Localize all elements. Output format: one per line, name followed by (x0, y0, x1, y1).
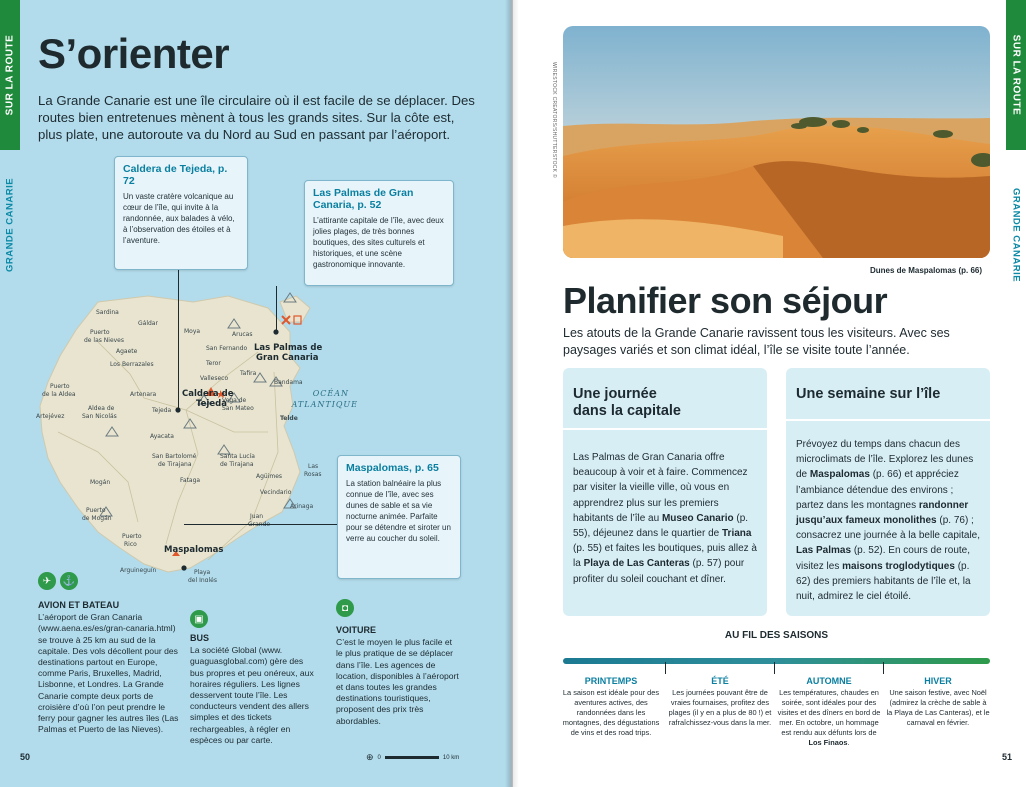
map-label: San Fernando (206, 345, 248, 352)
photo-caption: Dunes de Maspalomas (p. 66) (869, 266, 982, 275)
map-label: Vega de (222, 397, 247, 404)
map-label: Tafira (240, 370, 257, 377)
map-label: Arinaga (290, 503, 314, 510)
page-title: Planifier son séjour (563, 280, 888, 321)
map-label: Rico (124, 541, 137, 548)
map-label: Valleseco (200, 375, 229, 382)
box-text: Prévoyez du temps dans chacun des microclimats de l’île. Explorez les dunes de Maspalomas (p. 66) et appréciez l’ambiance détendue des environs ; partez dans les montagnes randonner jusqu’aux fameux monolithes (p. 76) ; consacrez une journée à la belle capitale, Las Palmas (p. 52). En cours de route, visitez les maisons troglodytiques (p. 62) des premiers habitants de l’île et, la nuit, admirez le ciel étoilé. (796, 439, 981, 603)
season-spring: PRINTEMPS La saison est idéale pour des aventures actives, des randonnées dans les montagnes, des dégustations de vins et des road trips. (559, 676, 663, 738)
map-label: Rosas (304, 471, 322, 478)
map-label: Gáldar (138, 320, 158, 327)
callout-caldera-tejeda: Caldera de Tejeda, p. 72 Un vaste cratère volcanique au cœur de l’île, qui invite à la randonnée, aux balades à vélo, à l’observation des étoiles et à l’aventure. (114, 156, 248, 270)
map-label: Agaete (116, 348, 138, 355)
map-label: de Tirajana (158, 461, 192, 468)
transport-icons (190, 610, 208, 628)
map-label: Las (308, 463, 319, 470)
right-page (513, 0, 1026, 787)
map-label: Sardina (96, 309, 119, 316)
season-autumn: AUTOMNE Les températures, chaudes en soirée, sont idéales pour des visites et des dîners en bord de mer. En octobre, un hommage est rendu aux défunts lors de Los Finaos. (777, 676, 881, 748)
transport-plane-boat: AVION ET BATEAU L’aéroport de Gran Canaria (www.aena.es/es/gran-canaria.html) se trouve à 25 km au sud de la capitale. Des vols décollent pour des destinations partout en Europe, comme Paris, Bruxelles, Madrid, Lisbonne, et Londres. La Grande Canarie compte deux ports de croisière d’où l’on peut prendre le ferry pour gagner les autres îles (Las Palmas et Puerto de las Nieves). (38, 600, 179, 735)
map-label: Bandama (274, 379, 303, 386)
map-label: Puerto (122, 533, 142, 540)
transport-bus: BUS La société Global (www. guaguasglobal.com) gère des bus propres et peu onéreux, aux horaires réguliers. Les lignes desservent toute l’île. Les conducteurs vendent des allers simples et des tickets rechargeables, à régler en espèces ou par carte. (190, 633, 314, 745)
transport-car: VOITURE C’est le moyen le plus facile et le plus pratique de se déplacer dans l’île. Les agences de location, disponibles à l’aéroport et dans toutes les grandes destinations touristiques, proposent des prix très abordables. (336, 625, 459, 726)
page-title: S’orienter (38, 30, 230, 77)
callout-las-palmas: Las Palmas de Gran Canaria, p. 52 L’attirante capitale de l’île, avec deux jolies plages, de très bonnes boutiques, des sites culturels et historiques, et une scène gastronomique innovante. (304, 180, 454, 286)
bus-icon: ▣ (190, 610, 208, 628)
map-scale: ⊕ 0 10 km (366, 752, 460, 762)
book-gutter (505, 0, 519, 787)
map-label: Puerto (86, 507, 106, 514)
map-label: de las Nieves (84, 337, 124, 344)
transport-icons (38, 572, 78, 590)
region-label: GRANDE CANARIE (1010, 187, 1022, 283)
map-label: Puerto (90, 329, 110, 336)
map-label-major: Tejeda (196, 399, 227, 409)
map-label: Santa Lucía (220, 453, 255, 460)
seasons-timeline (563, 658, 990, 664)
callout-maspalomas: Maspalomas, p. 65 La station balnéaire la plus connue de l’île, avec ses dunes de sable et sa vie nocturne animée. Parfaite pour se détendre et siroter un verre au coucher du soleil. (337, 455, 461, 579)
boat-icon: ⚓ (60, 572, 78, 590)
intro-text: Les atouts de la Grande Canarie ravissent tous les visiteurs. Avec ses paysages variés et son climat idéal, l’île se visite toute l’année. (563, 326, 950, 357)
map-label: San Bartolomé (152, 453, 197, 460)
map-label: Artejévez (36, 413, 65, 420)
plane-icon: ✈ (38, 572, 56, 590)
map-label: Fataga (180, 477, 201, 484)
photo-credit: WIRESTOCK CREATORS/SHUTTERSTOCK © (551, 61, 557, 179)
box-day-capital (563, 368, 767, 616)
intro-text: La Grande Canarie est une île circulaire où il est facile de se déplacer. Des routes bien entretenues mènent à tous les grands sites. Sur la côte est, plus plate, une autoroute va du Nord au Sud en passant par l’aéroport. (38, 93, 475, 142)
section-tab: SUR LA ROUTE (1006, 0, 1026, 150)
region-label: GRANDE CANARIE (4, 177, 16, 273)
map-label-major: Maspalomas (164, 545, 224, 555)
map-label: del Inglés (188, 577, 217, 582)
map-label: Arguineguín (120, 567, 157, 574)
map-label: Mogán (90, 479, 111, 486)
map-label: Tejeda (152, 407, 172, 414)
page-number: 51 (1001, 752, 1012, 762)
maspalomas-dot (181, 565, 186, 570)
leader-line (178, 270, 179, 410)
map-label: Playa (194, 569, 211, 576)
car-icon: ◘ (336, 599, 354, 617)
map-label: Puerto (50, 383, 70, 390)
map-label: de la Aldea (42, 391, 76, 398)
map-label: Arucas (232, 331, 253, 338)
leader-line (276, 286, 277, 332)
left-page (0, 0, 511, 787)
transport-icons (336, 599, 354, 617)
seasons-title: AU FIL DES SAISONS (724, 630, 829, 641)
map-label: de Mogán (82, 515, 112, 522)
island-map (28, 282, 358, 582)
map-label: Aldea de (88, 405, 115, 412)
map-label-major: Caldera de (182, 389, 234, 399)
box-text: Las Palmas de Gran Canaria offre beaucoup à voir et à faire. Commencez par visiter la vieille ville, où vous en apprendrez plus sur les premiers habitants de l’île au Museo Canario (p. 55), déjeunez dans le quartier de Triana (p. 55) et faites les boutiques, puis allez à la Playa de Las Canteras (p. 57) pour profiter du soleil couchant et dîner. (573, 452, 757, 585)
box-title: Une semaine sur l’île (796, 386, 941, 402)
page-number: 50 (20, 752, 31, 762)
map-label-major: Las Palmas de (254, 343, 323, 353)
dunes-photo (563, 26, 990, 258)
map-label: Agüimes (256, 473, 283, 480)
map-label: de Tirajana (220, 461, 254, 468)
box-week-island (786, 368, 990, 616)
map-label: Vecindario (260, 489, 292, 496)
scale-bar (385, 756, 439, 759)
season-summer: ÉTÉ Les journées pouvant être de vraies fournaises, profitez des plages (il y en a plus de 80 !) et rafraîchissez-vous dans la mer. (668, 676, 772, 728)
section-tab: SUR LA ROUTE (0, 0, 20, 150)
compass-icon: ⊕ (366, 752, 374, 762)
map-label: Teror (206, 360, 221, 367)
map-label: Moya (184, 328, 201, 335)
box-title: Une journée dans la capitale (573, 386, 681, 419)
season-winter: HIVER Une saison festive, avec Noël (admirez la crèche de sable à la Playa de Las Canteras), et le carnaval en février. (886, 676, 990, 727)
map-label: Artenara (130, 391, 157, 398)
map-label: Telde (280, 415, 298, 422)
map-label: San Mateo (222, 405, 254, 412)
ocean-label: ATLANTIQUE (291, 400, 358, 409)
ocean-label: OCÉAN (312, 389, 349, 398)
map-label: Ayacata (150, 433, 174, 440)
map-label-major: Gran Canaria (256, 353, 319, 363)
map-label: Juan (250, 513, 264, 520)
leader-line (184, 524, 337, 525)
map-label: San Nicolás (82, 413, 117, 420)
map-label: Los Berrazales (110, 361, 154, 368)
